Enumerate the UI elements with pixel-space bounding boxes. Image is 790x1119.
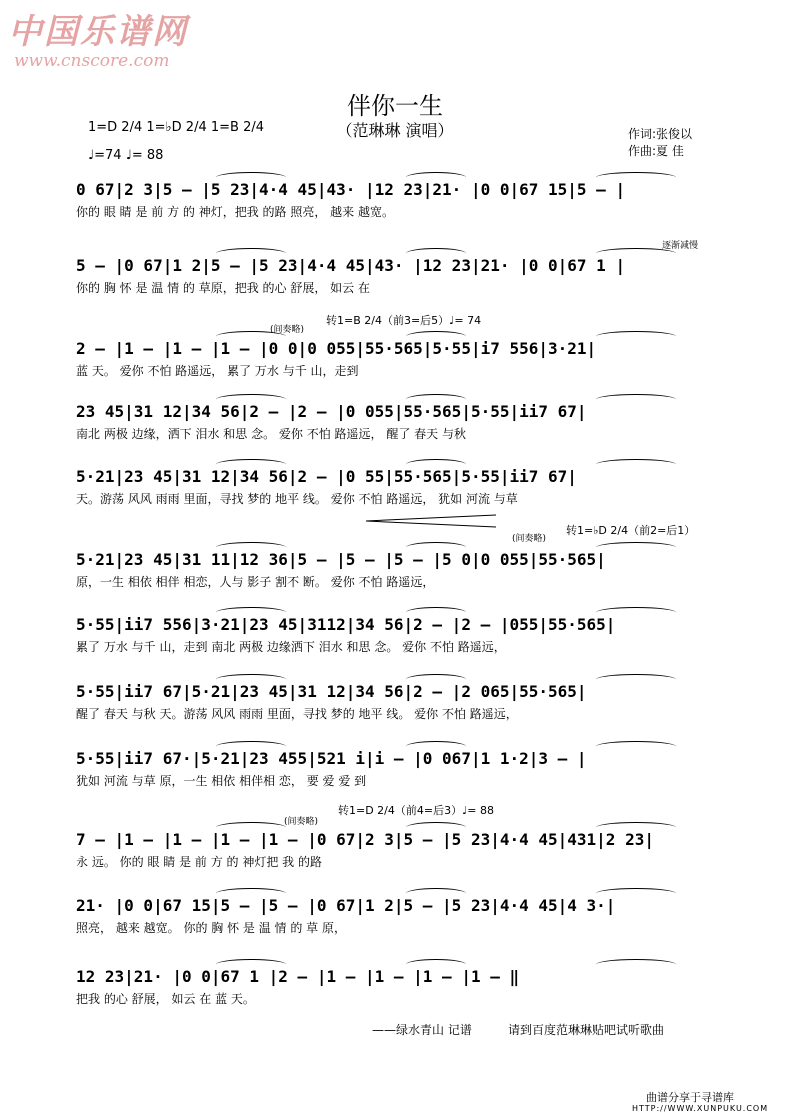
- slur-arc: [406, 822, 466, 833]
- slur-arc: [596, 822, 676, 833]
- slur-arc: [406, 888, 466, 899]
- slur-arc: [406, 674, 466, 685]
- song-title: 伴你一生: [347, 92, 443, 120]
- modulation-2: 转1=♭D 2/4（前2=后1）: [566, 524, 696, 537]
- row-notes: 5·55|ii7 67·|5·21|23 455|521 i|i – |0 067|1 1·2|3 – |: [76, 749, 587, 768]
- row-notes: 21· |0 0|67 15|5 – |5 – |0 67|1 2|5 – |5 23|4·4 45|4 3·|: [76, 896, 616, 915]
- row-notes: 5·21|23 45|31 11|12 36|5 – |5 – |5 – |5 0|0 055|55·565|: [76, 550, 606, 569]
- slur-arc: [216, 459, 286, 470]
- slur-arc: [216, 674, 286, 685]
- row-lyrics: 你的 眼 睛 是 前 方 的 神灯，把我 的路 照亮， 越来 越宽。: [76, 205, 394, 219]
- row-notes: 12 23|21· |0 0|67 1 |2 – |1 – |1 – |1 – |1 – ‖: [76, 967, 520, 986]
- watermark-chinese: 中国乐谱网: [8, 12, 188, 52]
- interlude-mark-3: (间奏略): [284, 817, 319, 827]
- slur-arc: [216, 959, 286, 970]
- interlude-mark-2: (间奏略): [512, 534, 547, 544]
- row-lyrics: 累了 万水 与千 山，走到 南北 两极 边缘洒下 泪水 和思 念。 爱你 不怕 路遥远，: [76, 640, 506, 654]
- slur-arc: [406, 248, 466, 259]
- tempo-markings: ♩=74 ♩= 88: [88, 148, 164, 163]
- row-notes: 5·21|23 45|31 12|34 56|2 – |0 55|55·565|5·55|ii7 67|: [76, 467, 577, 486]
- slur-arc: [596, 394, 676, 405]
- watermark-url: www.cnscore.com: [14, 51, 170, 71]
- credits: [628, 126, 692, 160]
- interlude-mark-1: (间奏略): [270, 325, 305, 335]
- slur-arc: [406, 959, 466, 970]
- slur-arc: [216, 542, 286, 553]
- slur-arc: [216, 607, 286, 618]
- row-lyrics: 天。游荡 风风 雨雨 里面，寻找 梦的 地平 线。 爱你 不怕 路遥远， 犹如 河流 与草: [76, 492, 518, 506]
- slur-arc: [596, 741, 676, 752]
- row-notes: 23 45|31 12|34 56|2 – |2 – |0 055|55·565|5·55|ii7 67|: [76, 402, 587, 421]
- listening-note: 请到百度范琳琳贴吧试听歌曲: [508, 1023, 665, 1037]
- row-notes: 5·55|ii7 556|3·21|23 45|3112|34 56|2 – |2 – |055|55·565|: [76, 615, 616, 634]
- slur-arc: [406, 741, 466, 752]
- slur-arc: [406, 607, 466, 618]
- row-lyrics: 犹如 河流 与草 原，一生 相依 相伴相 恋， 要 爱 爱 到: [76, 774, 367, 788]
- slur-arc: [596, 607, 676, 618]
- slur-arc: [216, 331, 286, 342]
- crescendo-hairpin: [366, 514, 496, 528]
- slur-arc: [406, 331, 466, 342]
- row-lyrics: 蓝 天。 爱你 不怕 路遥远， 累了 万水 与千 山，走到: [76, 364, 359, 378]
- row-notes: 7 – |1 – |1 – |1 – |1 – |0 67|2 3|5 – |5 23|4·4 45|431|2 23|: [76, 830, 654, 849]
- footer-text: 曲谱分享于寻谱库: [646, 1091, 734, 1104]
- slur-arc: [596, 248, 676, 259]
- slur-arc: [406, 542, 466, 553]
- slur-arc: [406, 459, 466, 470]
- row-notes: 2 – |1 – |1 – |1 – |0 0|0 055|55·565|5·55|i7 556|3·21|: [76, 339, 597, 358]
- slowdown-mark: 逐渐减慢: [662, 241, 699, 251]
- modulation-1: 转1=B 2/4（前3=后5）♩= 74: [326, 314, 482, 327]
- slur-arc: [216, 888, 286, 899]
- row-lyrics: 南北 两极 边缘，洒下 泪水 和思 念。 爱你 不怕 路遥远， 醒了 春天 与秋: [76, 427, 466, 441]
- slur-arc: [596, 172, 676, 183]
- footer-url: HTTP://WWW.XUNPUKU.COM: [632, 1104, 769, 1113]
- slur-arc: [596, 888, 676, 899]
- row-notes: 5·55|ii7 67|5·21|23 45|31 12|34 56|2 – |2 065|55·565|: [76, 682, 587, 701]
- key-signatures: 1=D 2/4 1=♭D 2/4 1=B 2/4: [88, 120, 264, 135]
- slur-arc: [596, 459, 676, 470]
- slur-arc: [596, 674, 676, 685]
- row-lyrics: 把我 的心 舒展， 如云 在 蓝 天。: [76, 992, 255, 1006]
- row-lyrics: 醒了 春天 与秋 天。游荡 风风 雨雨 里面，寻找 梦的 地平 线。 爱你 不怕 路遥远，: [76, 707, 518, 721]
- row-lyrics: 你的 胸 怀 是 温 情 的 草原，把我 的心 舒展， 如云 在: [76, 281, 370, 295]
- lyricist: 作词:张俊以: [628, 127, 693, 141]
- slur-arc: [596, 331, 676, 342]
- slur-arc: [216, 741, 286, 752]
- modulation-3: 转1=D 2/4（前4=后3）♩= 88: [338, 804, 494, 817]
- watermark: [8, 4, 188, 71]
- row-lyrics: 原，一生 相依 相伴 相恋，人与 影子 割不 断。 爱你 不怕 路遥远，: [76, 575, 435, 589]
- slur-arc: [596, 959, 676, 970]
- transcriber-credit: ——绿水青山 记谱: [372, 1023, 472, 1037]
- row-notes: 0 67|2 3|5 – |5 23|4·4 45|43· |12 23|21· |0 0|67 15|5 – |: [76, 180, 626, 199]
- composer: 作曲:夏 佳: [628, 144, 684, 158]
- slur-arc: [216, 394, 286, 405]
- row-lyrics: 照亮， 越来 越宽。 你的 胸 怀 是 温 情 的 草 原，: [76, 921, 346, 935]
- singer-credit: （范琳琳 演唱）: [336, 121, 454, 140]
- slur-arc: [216, 822, 286, 833]
- row-notes: 5 – |0 67|1 2|5 – |5 23|4·4 45|43· |12 23|21· |0 0|67 1 |: [76, 256, 626, 275]
- slur-arc: [216, 248, 286, 259]
- slur-arc: [406, 394, 466, 405]
- row-lyrics: 永 远。 你的 眼 睛 是 前 方 的 神灯把 我 的路: [76, 855, 322, 869]
- slur-arc: [216, 172, 286, 183]
- slur-arc: [406, 172, 466, 183]
- slur-arc: [596, 542, 676, 553]
